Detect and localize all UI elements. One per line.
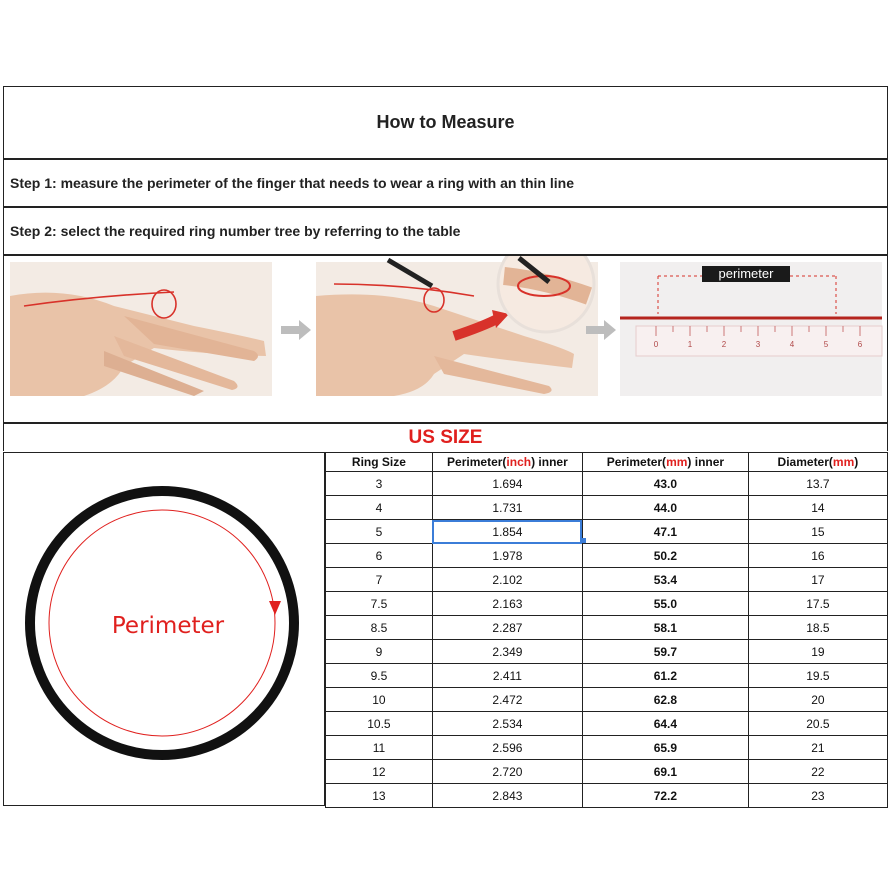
mm-cell[interactable]: 50.2: [582, 544, 748, 568]
inch-cell[interactable]: 2.596: [432, 736, 582, 760]
diameter-cell[interactable]: 21: [748, 736, 887, 760]
ring-diagram: [3, 452, 325, 806]
arrow-icon: [281, 320, 311, 340]
diameter-cell[interactable]: 13.7: [748, 472, 887, 496]
mm-cell[interactable]: 64.4: [582, 712, 748, 736]
direction-arrow-icon: [269, 601, 281, 615]
mm-cell[interactable]: 44.0: [582, 496, 748, 520]
inch-cell[interactable]: 2.163: [432, 592, 582, 616]
table-row: [326, 616, 888, 640]
ring-size-cell[interactable]: 6: [326, 544, 433, 568]
ring-size-cell[interactable]: 10.5: [326, 712, 433, 736]
inch-cell[interactable]: 2.349: [432, 640, 582, 664]
selection-fill-handle[interactable]: [581, 538, 586, 543]
ruler-tick-label: 4: [789, 340, 795, 349]
diameter-cell[interactable]: 20: [748, 688, 887, 712]
table-row: [326, 640, 888, 664]
mm-cell[interactable]: 69.1: [582, 760, 748, 784]
ruler-tick-label: 6: [857, 340, 863, 349]
diameter-cell[interactable]: 16: [748, 544, 887, 568]
table-row: [326, 664, 888, 688]
diameter-cell[interactable]: 22: [748, 760, 887, 784]
table-row: [326, 712, 888, 736]
mm-cell[interactable]: 59.7: [582, 640, 748, 664]
table-row: [326, 760, 888, 784]
size-guide-sheet: [3, 86, 888, 806]
ring-size-cell[interactable]: 7: [326, 568, 433, 592]
table-row: [326, 688, 888, 712]
step-1-text: Step 1: measure the perimeter of the finger that needs to wear a ring with an thin line: [3, 159, 888, 207]
table-row: [326, 784, 888, 808]
hand-photo-2: [316, 256, 598, 396]
diameter-cell[interactable]: 20.5: [748, 712, 887, 736]
inch-cell[interactable]: 2.102: [432, 568, 582, 592]
ring-size-cell[interactable]: 11: [326, 736, 433, 760]
column-header-perimeter-mm: Perimeter(mm) inner: [582, 453, 748, 472]
mm-cell[interactable]: 53.4: [582, 568, 748, 592]
ruler-tick-label: 5: [823, 340, 829, 349]
table-row: [326, 736, 888, 760]
mm-cell[interactable]: 55.0: [582, 592, 748, 616]
perimeter-label: Perimeter: [111, 613, 225, 639]
table-row: [326, 568, 888, 592]
column-header-diameter-mm: Diameter(mm): [748, 453, 887, 472]
diameter-cell[interactable]: 17: [748, 568, 887, 592]
inch-cell[interactable]: 1.694: [432, 472, 582, 496]
mm-cell[interactable]: 61.2: [582, 664, 748, 688]
mm-cell[interactable]: 43.0: [582, 472, 748, 496]
selected-cell[interactable]: 1.854: [432, 520, 582, 544]
measurement-photos: [3, 255, 888, 423]
table-row: [326, 472, 888, 496]
ring-size-cell[interactable]: 3: [326, 472, 433, 496]
diameter-cell[interactable]: 15: [748, 520, 887, 544]
ruler-tick-label: 1: [687, 340, 693, 349]
ruler-photo: [620, 262, 882, 396]
ring-perimeter-illustration: [4, 453, 324, 805]
ring-size-cell[interactable]: 10: [326, 688, 433, 712]
ruler-tick-label: 0: [653, 340, 659, 349]
column-header-perimeter-inch: Perimeter(inch) inner: [432, 453, 582, 472]
diameter-cell[interactable]: 14: [748, 496, 887, 520]
column-header-ring-size: Ring Size: [326, 453, 433, 472]
diameter-cell[interactable]: 18.5: [748, 616, 887, 640]
ring-size-table: [325, 452, 888, 808]
diameter-cell[interactable]: 19.5: [748, 664, 887, 688]
mm-cell[interactable]: 62.8: [582, 688, 748, 712]
table-row: [326, 496, 888, 520]
diameter-cell[interactable]: 23: [748, 784, 887, 808]
ring-size-cell[interactable]: 13: [326, 784, 433, 808]
hand-photo-1: [10, 262, 272, 396]
page-title: How to Measure: [3, 86, 888, 159]
ring-size-cell[interactable]: 5: [326, 520, 433, 544]
ring-size-cell[interactable]: 9.5: [326, 664, 433, 688]
inch-cell[interactable]: 2.720: [432, 760, 582, 784]
table-row: [326, 592, 888, 616]
measurement-illustration: [4, 256, 887, 422]
inch-cell[interactable]: 2.534: [432, 712, 582, 736]
us-size-heading: US SIZE: [3, 423, 888, 451]
ring-size-cell[interactable]: 12: [326, 760, 433, 784]
inch-cell[interactable]: 2.411: [432, 664, 582, 688]
diameter-cell[interactable]: 19: [748, 640, 887, 664]
diameter-cell[interactable]: 17.5: [748, 592, 887, 616]
inch-cell[interactable]: 2.843: [432, 784, 582, 808]
ruler-tick-label: 3: [755, 340, 761, 349]
ring-size-cell[interactable]: 4: [326, 496, 433, 520]
ring-size-cell[interactable]: 8.5: [326, 616, 433, 640]
mm-cell[interactable]: 72.2: [582, 784, 748, 808]
table-header-row: [326, 453, 888, 472]
mm-cell[interactable]: 58.1: [582, 616, 748, 640]
inch-cell[interactable]: 2.472: [432, 688, 582, 712]
table-row: [326, 544, 888, 568]
mm-cell[interactable]: 65.9: [582, 736, 748, 760]
ring-size-cell[interactable]: 9: [326, 640, 433, 664]
table-row: [326, 520, 888, 544]
ring-size-cell[interactable]: 7.5: [326, 592, 433, 616]
ruler-tick-label: 2: [721, 340, 727, 349]
mm-cell[interactable]: 47.1: [582, 520, 748, 544]
inch-cell[interactable]: 2.287: [432, 616, 582, 640]
perimeter-tag: perimeter: [718, 266, 774, 281]
inch-cell[interactable]: 1.731: [432, 496, 582, 520]
inch-cell[interactable]: 1.978: [432, 544, 582, 568]
step-2-text: Step 2: select the required ring number tree by referring to the table: [3, 207, 888, 255]
